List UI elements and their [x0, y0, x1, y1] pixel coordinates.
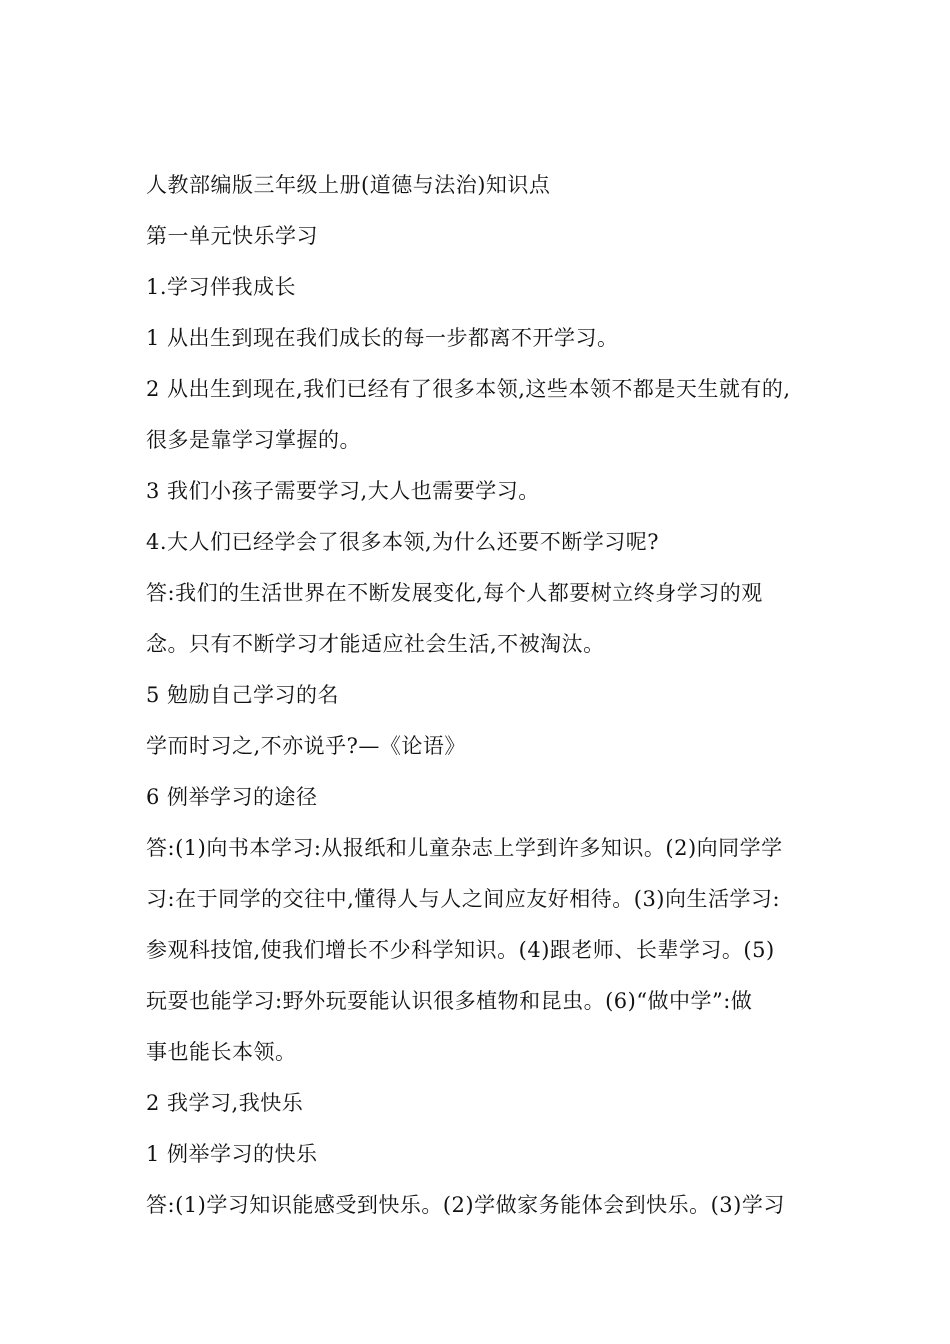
answer-line: 习:在于同学的交往中,懂得人与人之间应友好相待。(3)向生活学习:: [146, 887, 781, 911]
unit-heading: 第一单元快乐学习: [146, 224, 318, 248]
quote-line: 学而时习之,不亦说乎?—《论语》: [146, 734, 466, 758]
text-line: 6 例举学习的途径: [146, 785, 318, 809]
text-line: 3 我们小孩子需要学习,大人也需要学习。: [146, 479, 540, 503]
answer-line: 参观科技馆,使我们增长不少科学知识。(4)跟老师、长辈学习。(5): [146, 938, 775, 962]
lesson-heading: 2 我学习,我快乐: [146, 1091, 304, 1115]
text-line: 很多是靠学习掌握的。: [146, 428, 361, 452]
answer-line: 答:我们的生活世界在不断发展变化,每个人都要树立终身学习的观: [146, 581, 763, 605]
text-line: 1 例举学习的快乐: [146, 1142, 318, 1166]
text-line: 2 从出生到现在,我们已经有了很多本领,这些本领不都是天生就有的,: [146, 377, 791, 401]
text-line: 5 勉励自己学习的名: [146, 683, 340, 707]
answer-line: 玩耍也能学习:野外玩耍能认识很多植物和昆虫。(6)“做中学”:做: [146, 989, 753, 1013]
answer-line: 答:(1)向书本学习:从报纸和儿童杂志上学到许多知识。(2)向同学学: [146, 836, 783, 860]
question-line: 4.大人们已经学会了很多本领,为什么还要不断学习呢?: [146, 530, 659, 554]
document-title: 人教部编版三年级上册(道德与法治)知识点: [146, 173, 551, 197]
answer-line: 事也能长本领。: [146, 1040, 297, 1064]
answer-line: 念。只有不断学习才能适应社会生活,不被淘汰。: [146, 632, 605, 656]
document-body: [146, 160, 818, 1231]
answer-line: 答:(1)学习知识能感受到快乐。(2)学做家务能体会到快乐。(3)学习: [146, 1193, 785, 1217]
lesson-heading: 1.学习伴我成长: [146, 275, 297, 299]
text-line: 1 从出生到现在我们成长的每一步都离不开学习。: [146, 326, 619, 350]
